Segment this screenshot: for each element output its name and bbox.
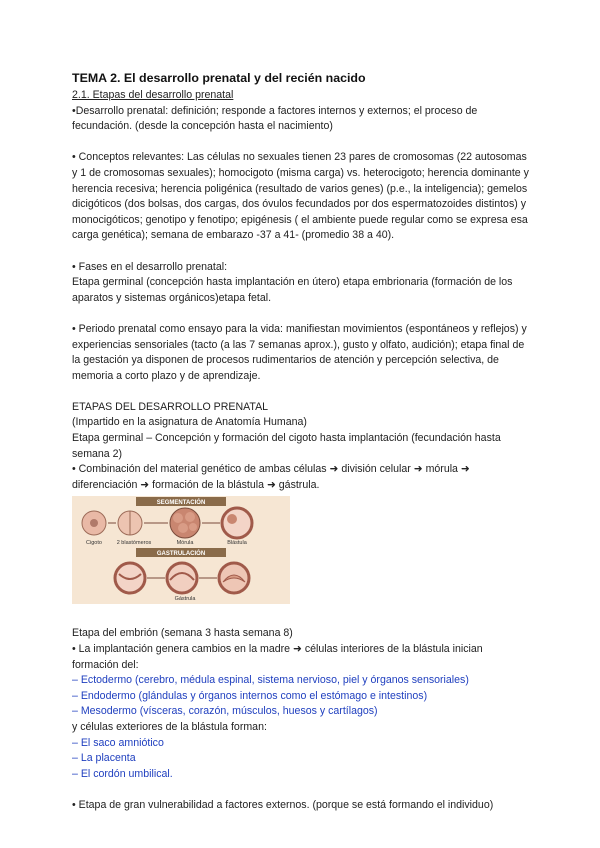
paragraph-embryo-text: • La implantación genera cambios en la madre ➜ células interiores de la blástula inician formación del: [72,643,483,671]
page-title: TEMA 2. El desarrollo prenatal y del recién nacido [72,71,366,85]
layer-endoderm: – Endodermo (glándulas y órganos internos como el estómago e intestinos) [72,689,428,702]
paragraph-phases-title: • Fases en el desarrollo prenatal: [72,260,228,273]
paragraph-phases: Etapa germinal (concepción hasta implantación en útero) etapa embrionaria (formación de los aparatos y sistemas orgánicos)etapa fetal. [72,276,513,304]
document-page [72,70,532,814]
paragraph-concepts: • Conceptos relevantes: Las células no sexuales tienen 23 pares de cromosomas (22 autosomas y 1 de cromosomas sexuales); homocigoto (misma carga) vs. heterocigoto; herencia dominante y herencia recesiva; herencia poligénica (resultado de varios genes) (p.e., la inteligencia); gemelos dicigóticos (dos bolsas, dos cargas, dos óvulos fecundados por dos espermatozoides distintos) y monocigóticos; genotipo y fenotipo; epigénesis ( el ambiente puede regular como se expresa esa carga genética); semana de embarazo -37 a 41- (promedio 38 a 40). [72,151,529,242]
paragraph-vulnerability: • Etapa de gran vulnerabilidad a factores externos. (porque se está formando el individuo) [72,798,494,811]
stage-label-morula: Mórula [176,540,194,547]
development-illustration [72,496,290,604]
paragraph-definition: •Desarrollo prenatal: definición; responde a factores internos y externos; el proceso de fecundación. (desde la concepción hasta el nacimiento) [72,104,478,133]
exterior-umbilical-cord: – El cordón umbilical. [72,767,173,780]
paragraph-exterior-intro: y células exteriores de la blástula forman: [72,721,267,733]
section-subtitle: 2.1. Etapas del desarrollo prenatal [72,89,234,101]
morula-cell [170,508,200,538]
section-heading: ETAPAS DEL DESARROLLO PRENATAL [72,400,269,413]
paragraph-embryo-title: Etapa del embrión (semana 3 hasta semana 8) [72,627,293,640]
stage-label-blastomeres: 2 blastómeros [116,540,152,547]
exterior-amniotic-sac: – El saco amniótico [72,736,164,749]
development-figure [72,496,290,604]
gastrulation-label: GASTRULACIÓN [156,551,206,558]
paragraph-prenatal-period: • Periodo prenatal como ensayo para la vida: manifiestan movimientos (espontáneos y reflejos) y experiencias sensoriales (tacto (a las 7 semanas aprox.), gusto y olfato, audición); etapa final de la gestación ya disponen de procesos rudimentarios de atención y percepción selectiva, de memoria a corto plazo y de aprendizaje. [72,322,527,382]
layer-mesoderm: – Mesodermo (vísceras, corazón, músculos, huesos y cartílagos) [72,705,378,718]
paragraph-germinal: Etapa germinal – Concepción y formación del cigoto hasta implantación (fecundación hasta semana 2) [72,432,501,460]
layer-ectoderm: – Ectodermo (cerebro, médula espinal, sistema nervioso, piel y órganos sensoriales) [72,674,469,687]
exterior-placenta: – La placenta [72,752,136,765]
paragraph-combination: • Combinación del material genético de ambas células ➜ división celular ➜ mórula ➜ diferenciación ➜ formación de la blástula ➜ gástrula. [72,463,470,491]
stage-label-blastula: Blástula [227,540,247,547]
segmentation-label: SEGMENTACIÓN [156,500,206,507]
stage-label-zygote: Cigoto [86,540,102,547]
section-note: (Impartido en la asignatura de Anatomía Humana) [72,416,307,429]
gastrula-label: Gástrula [174,596,196,603]
blastula-cell [222,508,252,538]
